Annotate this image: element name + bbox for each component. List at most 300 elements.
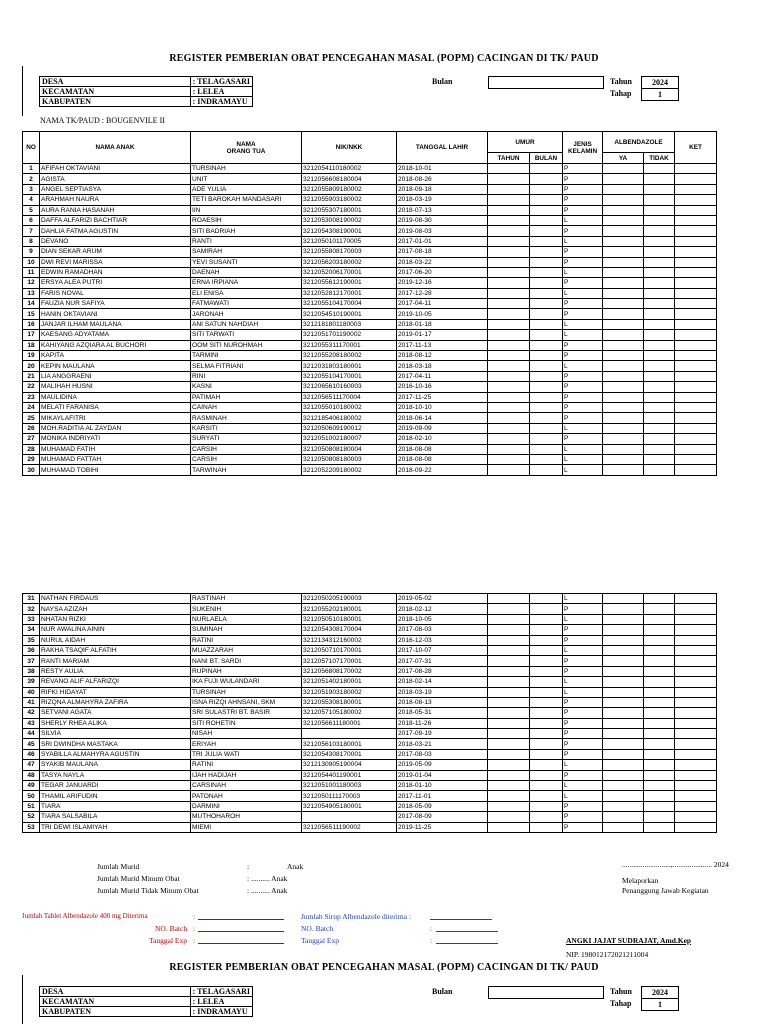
- row-tanggal-lahir: 2018-03-19: [397, 687, 488, 697]
- table-row: [23, 434, 717, 444]
- row-umur-bulan: [530, 444, 563, 454]
- row-umur-bulan: [530, 760, 563, 770]
- row-nik: 3212050808180003: [302, 454, 397, 464]
- row-jenis-kelamin: P: [563, 392, 603, 402]
- table-row: [23, 656, 717, 666]
- row-no: 26: [23, 423, 40, 433]
- row-nama-anak: RAKHA TSAQIF ALFATIH: [40, 645, 191, 655]
- row-jenis-kelamin: P: [563, 174, 603, 184]
- row-nama-anak: DWI REVI MARISSA: [40, 257, 191, 267]
- row-ket: [675, 392, 717, 402]
- bulan-field[interactable]: [488, 76, 604, 89]
- table-row: [23, 299, 717, 309]
- row-albendazole-ya: [603, 739, 644, 749]
- row-umur-tahun: [488, 382, 530, 392]
- tidak-minum-obat-value: : .......... Anak: [247, 886, 288, 895]
- row-albendazole-tidak: [644, 625, 675, 635]
- row-nama-anak: FARIS NOVAL: [40, 288, 191, 298]
- row-jenis-kelamin: P: [563, 278, 603, 288]
- kecamatan-value: : LELEA: [190, 997, 252, 1007]
- row-ket: [675, 444, 717, 454]
- row-tanggal-lahir: 2018-10-10: [397, 402, 488, 412]
- row-umur-tahun: [488, 299, 530, 309]
- row-albendazole-ya: [603, 361, 644, 371]
- row-albendazole-tidak: [644, 205, 675, 215]
- header-tidak: TIDAK: [644, 153, 675, 164]
- jumlah-murid-unit: Anak: [287, 862, 304, 871]
- row-no: 4: [23, 195, 40, 205]
- kabupaten-value: : INDRAMAYU: [190, 97, 252, 107]
- row-nama-ortu: DAENAH: [191, 267, 302, 277]
- row-nama-anak: TRI DEWI ISLAMIYAH: [40, 822, 191, 832]
- row-nik: 3212056511190002: [302, 822, 397, 832]
- row-albendazole-tidak: [644, 226, 675, 236]
- table-row: [23, 278, 717, 288]
- row-ket: [675, 465, 717, 475]
- header-nama-anak: NAMA ANAK: [40, 132, 191, 164]
- bulan-label: Bulan: [432, 987, 453, 996]
- row-jenis-kelamin: P: [563, 351, 603, 361]
- table-row: [23, 215, 717, 225]
- row-nama-anak: SYAKIB MAULANA: [40, 760, 191, 770]
- row-tanggal-lahir: 2018-03-18: [397, 361, 488, 371]
- tahap-label: Tahap: [610, 89, 632, 98]
- row-jenis-kelamin: P: [563, 749, 603, 759]
- row-nama-ortu: TARMINI: [191, 351, 302, 361]
- row-ket: [675, 822, 717, 832]
- jumlah-murid-label: Jumlah Murid: [97, 862, 140, 871]
- row-jenis-kelamin: P: [563, 257, 603, 267]
- row-nama-ortu: CARSIH: [191, 444, 302, 454]
- row-nama-anak: ANGEL SEPTIASYA: [40, 184, 191, 194]
- row-tanggal-lahir: 2017-11-13: [397, 340, 488, 350]
- row-ket: [675, 625, 717, 635]
- row-umur-bulan: [530, 330, 563, 340]
- table-row: [23, 718, 717, 728]
- row-no: 40: [23, 687, 40, 697]
- row-nama-anak: TEGAR JANUARDI: [40, 781, 191, 791]
- row-ket: [675, 781, 717, 791]
- row-jenis-kelamin: L: [563, 781, 603, 791]
- row-no: 41: [23, 697, 40, 707]
- row-umur-bulan: [530, 319, 563, 329]
- kecamatan-label: KECAMATAN: [40, 997, 191, 1007]
- row-umur-tahun: [488, 361, 530, 371]
- tablet-batch-label: NO. Batch: [155, 924, 188, 933]
- row-nama-anak: AFIFAH OKTAVIANI: [40, 164, 191, 174]
- desa-label: DESA: [40, 987, 191, 997]
- header-ket: KET: [675, 132, 717, 164]
- row-no: 48: [23, 770, 40, 780]
- sirup-batch-field[interactable]: [436, 923, 498, 932]
- row-ket: [675, 687, 717, 697]
- row-umur-tahun: [488, 801, 530, 811]
- row-no: 30: [23, 465, 40, 475]
- row-albendazole-tidak: [644, 392, 675, 402]
- row-umur-bulan: [530, 205, 563, 215]
- bulan-field[interactable]: [488, 986, 604, 999]
- row-albendazole-tidak: [644, 174, 675, 184]
- row-nama-anak: TASYA NAYLA: [40, 770, 191, 780]
- row-umur-tahun: [488, 215, 530, 225]
- students-table-top: [22, 131, 717, 476]
- row-albendazole-tidak: [644, 299, 675, 309]
- row-nama-anak: RESTY AULIA: [40, 666, 191, 676]
- row-umur-tahun: [488, 236, 530, 246]
- row-albendazole-tidak: [644, 614, 675, 624]
- header-jenis-kelamin: JENIS KELAMIN: [563, 132, 603, 164]
- header-nik: NIK/NKK: [302, 132, 397, 164]
- sirup-received-label: Jumlah Sirup Albendazole diterima :: [301, 912, 411, 921]
- table-row: [23, 708, 717, 718]
- row-nama-anak: MUHAMAD FATTAH: [40, 454, 191, 464]
- row-nama-ortu: RASMINAH: [191, 413, 302, 423]
- row-umur-tahun: [488, 677, 530, 687]
- row-nama-ortu: DARMINI: [191, 801, 302, 811]
- row-tanggal-lahir: 2019-08-30: [397, 215, 488, 225]
- students-table-bottom: [22, 593, 717, 833]
- row-jenis-kelamin: P: [563, 226, 603, 236]
- row-nama-anak: DEVANO: [40, 236, 191, 246]
- row-umur-bulan: [530, 402, 563, 412]
- row-ket: [675, 164, 717, 174]
- minum-obat-label: Jumlah Murid Minum Obat: [97, 874, 180, 883]
- row-umur-bulan: [530, 645, 563, 655]
- row-ket: [675, 729, 717, 739]
- row-nik: 3212056511170004: [302, 392, 397, 402]
- row-jenis-kelamin: P: [563, 382, 603, 392]
- row-jenis-kelamin: P: [563, 299, 603, 309]
- row-nik: 3212134312160002: [302, 635, 397, 645]
- row-albendazole-ya: [603, 226, 644, 236]
- row-ket: [675, 708, 717, 718]
- sirup-exp-field[interactable]: [436, 935, 498, 944]
- row-nama-ortu: FATMAWATI: [191, 299, 302, 309]
- form-border-line: [22, 66, 23, 116]
- row-albendazole-ya: [603, 413, 644, 423]
- row-tanggal-lahir: 2017-11-01: [397, 791, 488, 801]
- row-nik: 3212050808180004: [302, 444, 397, 454]
- row-tanggal-lahir: 2017-10-07: [397, 645, 488, 655]
- row-albendazole-tidak: [644, 801, 675, 811]
- table-row: [23, 749, 717, 759]
- row-ket: [675, 257, 717, 267]
- row-albendazole-ya: [603, 257, 644, 267]
- tidak-minum-obat-label: Jumlah Murid Tidak Minum Obat: [97, 886, 199, 895]
- row-nama-ortu: RASTINAH: [191, 594, 302, 604]
- row-no: 28: [23, 444, 40, 454]
- table-row: [23, 729, 717, 739]
- row-tanggal-lahir: 2019-12-16: [397, 278, 488, 288]
- row-umur-bulan: [530, 454, 563, 464]
- row-ket: [675, 604, 717, 614]
- row-no: 38: [23, 666, 40, 676]
- table-row: [23, 340, 717, 350]
- row-albendazole-tidak: [644, 760, 675, 770]
- row-umur-bulan: [530, 371, 563, 381]
- tablet-batch-field[interactable]: [198, 923, 284, 932]
- form-border-line-repeat: [22, 975, 23, 1024]
- row-jenis-kelamin: L: [563, 687, 603, 697]
- table-row: [23, 666, 717, 676]
- row-albendazole-tidak: [644, 267, 675, 277]
- row-tanggal-lahir: 2018-02-12: [397, 604, 488, 614]
- row-umur-tahun: [488, 330, 530, 340]
- row-umur-bulan: [530, 340, 563, 350]
- row-tanggal-lahir: 2018-08-26: [397, 174, 488, 184]
- row-nama-ortu: ADE YULIA: [191, 184, 302, 194]
- row-umur-tahun: [488, 625, 530, 635]
- row-umur-tahun: [488, 645, 530, 655]
- row-albendazole-tidak: [644, 434, 675, 444]
- row-ket: [675, 319, 717, 329]
- row-jenis-kelamin: L: [563, 645, 603, 655]
- row-albendazole-ya: [603, 267, 644, 277]
- penanggung-jawab-label: Penanggung Jawab Kegiatan: [622, 886, 709, 895]
- row-umur-tahun: [488, 822, 530, 832]
- row-umur-bulan: [530, 625, 563, 635]
- row-umur-tahun: [488, 760, 530, 770]
- row-jenis-kelamin: P: [563, 770, 603, 780]
- row-umur-bulan: [530, 749, 563, 759]
- row-nama-anak: AURA RANIA HASANAH: [40, 205, 191, 215]
- row-tanggal-lahir: 2018-08-12: [397, 351, 488, 361]
- table-row: [23, 812, 717, 822]
- row-jenis-kelamin: L: [563, 330, 603, 340]
- row-nama-anak: JANJAR ILHAM MAULANA: [40, 319, 191, 329]
- row-albendazole-ya: [603, 656, 644, 666]
- table-row: [23, 760, 717, 770]
- row-albendazole-ya: [603, 382, 644, 392]
- row-umur-tahun: [488, 267, 530, 277]
- row-nama-anak: AGISTA: [40, 174, 191, 184]
- row-umur-bulan: [530, 465, 563, 475]
- row-jenis-kelamin: L: [563, 760, 603, 770]
- row-no: 27: [23, 434, 40, 444]
- table-row: [23, 195, 717, 205]
- row-jenis-kelamin: P: [563, 184, 603, 194]
- row-nama-anak: ARAHMAH NAURA: [40, 195, 191, 205]
- row-albendazole-ya: [603, 402, 644, 412]
- row-umur-bulan: [530, 708, 563, 718]
- tahun-value: 2024: [641, 986, 679, 999]
- row-nama-ortu: TARWINAH: [191, 465, 302, 475]
- row-umur-tahun: [488, 257, 530, 267]
- row-no: 11: [23, 267, 40, 277]
- tablet-exp-field[interactable]: [198, 935, 284, 944]
- table-row: [23, 822, 717, 832]
- row-nama-anak: KAESANG ADYATAMA: [40, 330, 191, 340]
- row-albendazole-ya: [603, 718, 644, 728]
- row-jenis-kelamin: P: [563, 801, 603, 811]
- tablet-exp-colon: :: [193, 936, 196, 945]
- row-nama-ortu: IKA FUJI WULANDARI: [191, 677, 302, 687]
- row-nama-anak: SRI DWINDHA MASTAKA: [40, 739, 191, 749]
- row-nama-anak: SETVANI AGATA: [40, 708, 191, 718]
- sirup-received-field[interactable]: [430, 911, 492, 920]
- row-no: 6: [23, 215, 40, 225]
- row-umur-tahun: [488, 205, 530, 215]
- row-albendazole-ya: [603, 749, 644, 759]
- row-albendazole-ya: [603, 299, 644, 309]
- row-nik: 3212051001180003: [302, 781, 397, 791]
- table-row: [23, 330, 717, 340]
- table-row: [23, 423, 717, 433]
- sirup-exp-colon: :: [430, 936, 433, 945]
- row-nama-ortu: ANI SATUN NAHDIAH: [191, 319, 302, 329]
- row-albendazole-ya: [603, 371, 644, 381]
- row-jenis-kelamin: P: [563, 625, 603, 635]
- row-albendazole-tidak: [644, 465, 675, 475]
- table-row: [23, 604, 717, 614]
- row-ket: [675, 801, 717, 811]
- row-nama-ortu: IJAH HADIJAH: [191, 770, 302, 780]
- row-nama-ortu: MUAZZARAH: [191, 645, 302, 655]
- row-no: 9: [23, 247, 40, 257]
- header-ya: YA: [603, 153, 644, 164]
- sirup-batch-colon: :: [430, 924, 433, 933]
- row-nik: 3212054308170001: [302, 749, 397, 759]
- row-ket: [675, 677, 717, 687]
- row-umur-bulan: [530, 801, 563, 811]
- row-umur-bulan: [530, 351, 563, 361]
- row-albendazole-tidak: [644, 729, 675, 739]
- row-nama-anak: MIKAYLAFITRI: [40, 413, 191, 423]
- row-albendazole-ya: [603, 184, 644, 194]
- table-row: [23, 226, 717, 236]
- row-tanggal-lahir: 2018-08-13: [397, 697, 488, 707]
- row-umur-tahun: [488, 309, 530, 319]
- row-umur-bulan: [530, 288, 563, 298]
- row-nama-ortu: NURLAELA: [191, 614, 302, 624]
- row-ket: [675, 247, 717, 257]
- row-nama-anak: SHERLY RHEA ALIKA: [40, 718, 191, 728]
- row-ket: [675, 340, 717, 350]
- row-umur-bulan: [530, 195, 563, 205]
- row-nama-ortu: SELMA FITRIANI: [191, 361, 302, 371]
- row-no: 39: [23, 677, 40, 687]
- row-albendazole-ya: [603, 614, 644, 624]
- row-nama-anak: RIFKI HIDAYAT: [40, 687, 191, 697]
- row-nama-ortu: SUKENIH: [191, 604, 302, 614]
- row-umur-bulan: [530, 812, 563, 822]
- row-albendazole-tidak: [644, 330, 675, 340]
- row-umur-bulan: [530, 278, 563, 288]
- row-albendazole-tidak: [644, 791, 675, 801]
- row-nama-ortu: NISAH: [191, 729, 302, 739]
- row-nama-anak: HANIN OKTAVIANI: [40, 309, 191, 319]
- row-umur-bulan: [530, 781, 563, 791]
- row-albendazole-tidak: [644, 781, 675, 791]
- row-umur-bulan: [530, 656, 563, 666]
- row-albendazole-ya: [603, 247, 644, 257]
- row-albendazole-tidak: [644, 645, 675, 655]
- row-nama-anak: TIARA: [40, 801, 191, 811]
- row-albendazole-ya: [603, 791, 644, 801]
- table-row: [23, 371, 717, 381]
- row-albendazole-tidak: [644, 635, 675, 645]
- row-nik: 3212054905180001: [302, 801, 397, 811]
- row-umur-bulan: [530, 729, 563, 739]
- row-umur-bulan: [530, 697, 563, 707]
- row-albendazole-tidak: [644, 340, 675, 350]
- row-albendazole-ya: [603, 392, 644, 402]
- row-nama-ortu: SITI BADRIAH: [191, 226, 302, 236]
- row-albendazole-ya: [603, 195, 644, 205]
- row-jenis-kelamin: L: [563, 319, 603, 329]
- row-tanggal-lahir: 2018-09-22: [397, 465, 488, 475]
- table-row: [23, 319, 717, 329]
- row-nama-anak: NATHAN FIRDAUS: [40, 594, 191, 604]
- row-ket: [675, 749, 717, 759]
- table-row: [23, 247, 717, 257]
- tablet-received-field[interactable]: [198, 911, 284, 920]
- row-umur-tahun: [488, 444, 530, 454]
- row-albendazole-tidak: [644, 604, 675, 614]
- row-jenis-kelamin: L: [563, 614, 603, 624]
- row-jenis-kelamin: L: [563, 594, 603, 604]
- row-tanggal-lahir: 2016-10-16: [397, 382, 488, 392]
- row-tanggal-lahir: 2018-03-19: [397, 195, 488, 205]
- row-nama-ortu: TURSINAH: [191, 164, 302, 174]
- desa-label: DESA: [40, 77, 191, 87]
- row-tanggal-lahir: 2018-03-22: [397, 257, 488, 267]
- row-jenis-kelamin: L: [563, 791, 603, 801]
- row-albendazole-ya: [603, 174, 644, 184]
- row-tanggal-lahir: 2018-05-31: [397, 708, 488, 718]
- page-title: REGISTER PEMBERIAN OBAT PENCEGAHAN MASAL (POPM) CACINGAN DI TK/ PAUD: [169, 53, 599, 64]
- row-albendazole-ya: [603, 822, 644, 832]
- table-row: [23, 257, 717, 267]
- row-tanggal-lahir: 2019-05-02: [397, 594, 488, 604]
- row-jenis-kelamin: L: [563, 444, 603, 454]
- row-albendazole-tidak: [644, 247, 675, 257]
- row-nik: 3212056103180001: [302, 739, 397, 749]
- row-jenis-kelamin: L: [563, 267, 603, 277]
- row-nama-anak: TIARA SALSABILA: [40, 812, 191, 822]
- signer-nip: NIP. 198012172021211004: [566, 950, 649, 959]
- table-row: [23, 781, 717, 791]
- row-umur-bulan: [530, 677, 563, 687]
- row-umur-tahun: [488, 174, 530, 184]
- row-umur-tahun: [488, 666, 530, 676]
- row-nik: 3212050609190012: [302, 423, 397, 433]
- header-umur: UMUR: [488, 132, 563, 153]
- row-tanggal-lahir: 2018-02-10: [397, 434, 488, 444]
- row-nama-ortu: NANI BT. SARDI: [191, 656, 302, 666]
- row-nik: 3212050205190003: [302, 594, 397, 604]
- row-ket: [675, 645, 717, 655]
- row-ket: [675, 791, 717, 801]
- row-no: 45: [23, 739, 40, 749]
- row-nik: 3212053008190002: [302, 215, 397, 225]
- row-ket: [675, 434, 717, 444]
- row-albendazole-ya: [603, 330, 644, 340]
- row-umur-tahun: [488, 319, 530, 329]
- row-nama-anak: FAUZIA NUR SAFIYA: [40, 299, 191, 309]
- row-jenis-kelamin: L: [563, 215, 603, 225]
- table-row: [23, 309, 717, 319]
- row-umur-bulan: [530, 247, 563, 257]
- row-no: 10: [23, 257, 40, 267]
- row-umur-bulan: [530, 413, 563, 423]
- row-tanggal-lahir: 2017-08-09: [397, 812, 488, 822]
- table-row: [23, 392, 717, 402]
- row-albendazole-ya: [603, 215, 644, 225]
- row-albendazole-tidak: [644, 708, 675, 718]
- row-nama-ortu: CAINAH: [191, 402, 302, 412]
- table-row: [23, 267, 717, 277]
